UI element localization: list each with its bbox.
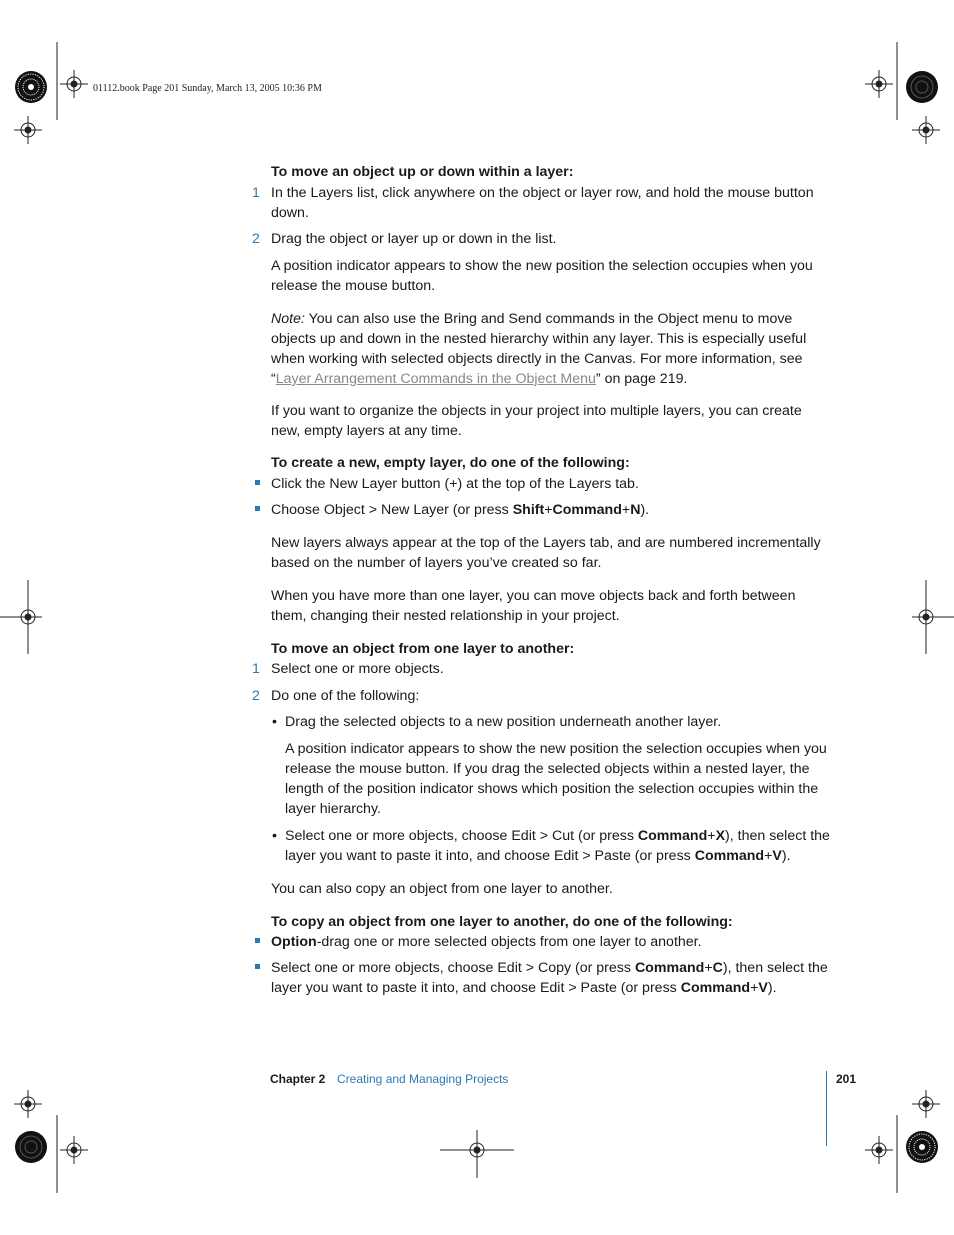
step-number: 2	[252, 688, 260, 704]
body-paragraph: If you want to organize the objects in your project into multiple layers, you can create new, empty layers at any time.	[271, 403, 802, 439]
task-heading: To move an object from one layer to another:	[271, 641, 575, 657]
key-command: Command	[637, 828, 708, 844]
body-paragraph: New layers always appear at the top of the Layers tab, and are numbered incrementally based on the number of layers you’ve created so far.	[271, 535, 821, 571]
key-v: V	[758, 980, 768, 996]
plus-sign: +	[764, 848, 773, 864]
key-command: Command	[694, 848, 765, 864]
note-label: Note:	[271, 311, 305, 327]
bullet-text: Click the New Layer button (+) at the top of the Layers tab.	[271, 476, 639, 492]
bullet-square-icon	[255, 506, 260, 511]
body-paragraph: You can also copy an object from one layer to another.	[271, 881, 613, 897]
step-item	[252, 229, 831, 249]
bullet-text: Choose Object > New Layer (or press	[271, 502, 513, 518]
footer-chapter-title: Creating and Managing Projects	[337, 1072, 509, 1086]
bullet-item	[271, 474, 831, 494]
key-option: Option	[271, 934, 317, 950]
task-heading: To create a new, empty layer, do one of the following:	[271, 455, 630, 471]
bullet-dot-icon: •	[272, 828, 277, 844]
step-item	[252, 659, 831, 679]
key-command: Command	[634, 960, 705, 976]
bullet-square-icon	[255, 480, 260, 485]
print-header: 01112.book Page 201 Sunday, March 13, 2005 10:36 PM	[93, 83, 322, 94]
sub-bullet-text: Select one or more objects, choose Edit > Cut (or press	[285, 828, 638, 844]
footer-chapter: Chapter 2	[270, 1072, 326, 1086]
bullet-text: -drag one or more selected objects from one layer to another.	[316, 934, 702, 950]
step-text: Drag the object or layer up or down in the list.	[271, 231, 557, 247]
plus-sign: +	[544, 502, 553, 518]
sub-bullet-item	[272, 826, 831, 866]
plus-sign: +	[621, 502, 631, 518]
note-text-after: ” on page 219.	[595, 371, 688, 387]
bullet-item	[271, 500, 831, 520]
key-n: N	[630, 502, 641, 518]
body-paragraph: When you have more than one layer, you can move objects back and forth between them, changing their nested relationship in your project.	[271, 588, 796, 624]
plus-sign: +	[704, 960, 713, 976]
note-text: You can also use the Bring and Send commands in the Object menu to move objects up and down in the nested hierarchy within any layer. This is especially useful when working with selected objects directly in the Canvas. For more information, see “	[271, 311, 807, 387]
bullet-square-icon	[255, 938, 260, 943]
note-paragraph	[271, 309, 831, 389]
plus-sign: +	[707, 828, 716, 844]
task-heading: To move an object up or down within a layer:	[271, 164, 574, 180]
step-item	[252, 686, 831, 706]
sub-bullet-item	[272, 712, 831, 732]
key-shift: Shift	[512, 502, 545, 518]
key-x: X	[715, 828, 726, 844]
bullet-text: ).	[640, 502, 650, 518]
step-number: 2	[252, 231, 260, 247]
bullet-dot-icon: •	[272, 714, 277, 730]
sub-bullet-text: ), then select the layer you want to paste it into, and choose Edit > Paste (or press	[285, 828, 830, 864]
step-text: In the Layers list, click anywhere on the object or layer row, and hold the mouse button down.	[271, 185, 814, 221]
key-v: V	[772, 848, 782, 864]
bullet-item	[271, 932, 831, 952]
sub-bullet-text: Drag the selected objects to a new position underneath another layer.	[285, 714, 722, 730]
plus-sign: +	[750, 980, 759, 996]
step-number: 1	[252, 661, 260, 677]
footer-divider	[826, 1071, 827, 1146]
page-number: 201	[836, 1072, 857, 1086]
starburst-bl	[15, 1131, 47, 1163]
body-paragraph: A position indicator appears to show the new position the selection occupies when you release the mouse button.	[271, 258, 813, 294]
step-text: Select one or more objects.	[271, 661, 444, 677]
page-content	[252, 162, 831, 998]
sub-paragraph: A position indicator appears to show the new position the selection occupies when you release the mouse button. If you drag the selected objects within a nested layer, the length of the position indicator shows which position the selection occupies within the layer hierarchy.	[285, 741, 827, 817]
bullet-square-icon	[255, 964, 260, 969]
key-c: C	[712, 960, 723, 976]
bullet-text: ).	[767, 980, 777, 996]
cross-reference-link[interactable]: Layer Arrangement Commands in the Object Menu	[275, 371, 596, 387]
step-text: Do one of the following:	[271, 688, 420, 704]
starburst-tr	[906, 71, 938, 103]
task-heading: To copy an object from one layer to another, do one of the following:	[271, 914, 733, 930]
step-item	[252, 183, 831, 223]
key-command: Command	[680, 980, 751, 996]
key-command: Command	[552, 502, 622, 518]
step-number: 1	[252, 185, 260, 201]
starburst-tl	[15, 71, 47, 103]
bullet-text: Select one or more objects, choose Edit > Copy (or press	[271, 960, 635, 976]
bullet-text: ), then select the layer you want to paste it into, and choose Edit > Paste (or press	[271, 960, 828, 996]
bullet-item	[271, 958, 831, 998]
starburst-br	[906, 1131, 938, 1163]
sub-bullet-text: ).	[781, 848, 791, 864]
